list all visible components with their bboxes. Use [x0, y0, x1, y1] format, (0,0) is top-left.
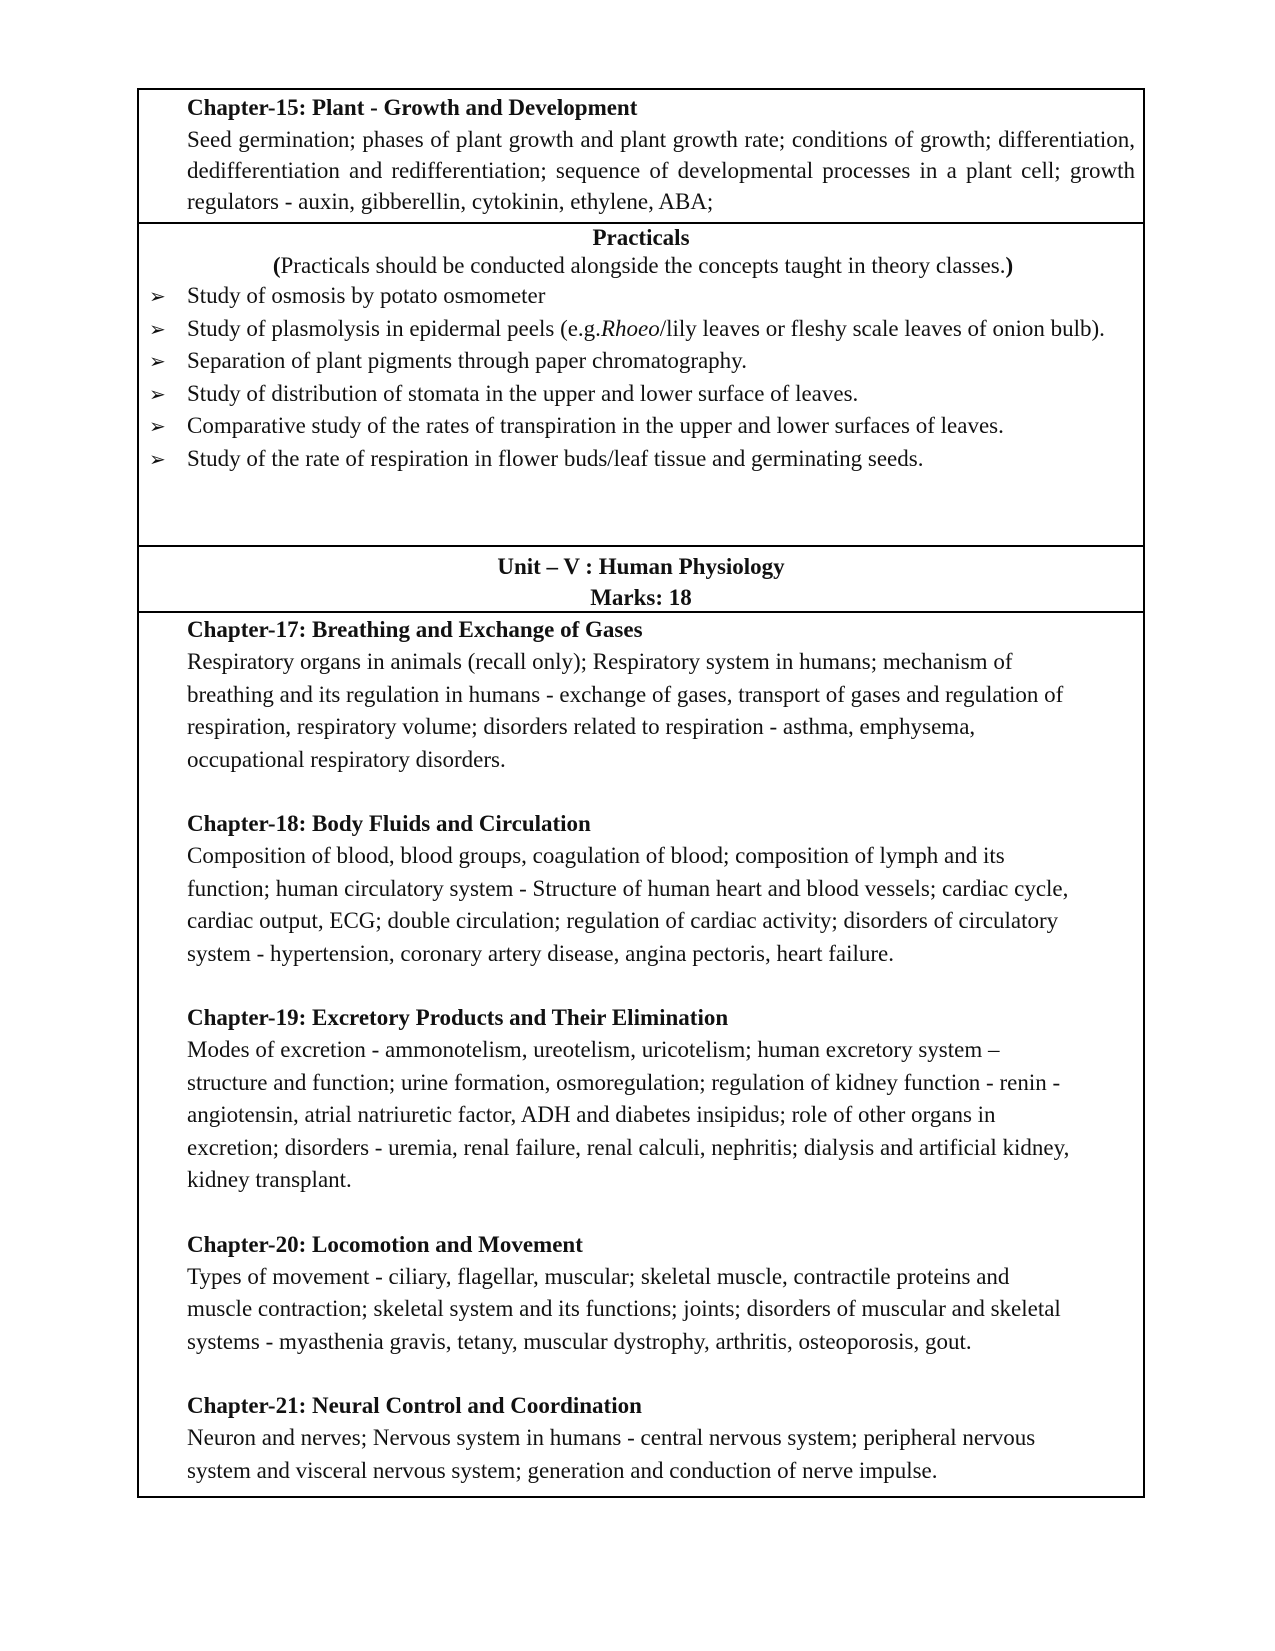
chapter-title: Chapter-19: Excretory Products and Their Elimination — [187, 1005, 729, 1030]
practicals-title: Practicals — [592, 225, 690, 250]
list-item: ➢ Study of plasmolysis in epidermal peels (e.g.Rhoeo/lily leaves or fleshy scale leaves of onion bulb). — [139, 313, 1143, 346]
arrow-bullet-icon: ➢ — [149, 446, 166, 471]
chapter-line: kidney transplant. — [187, 1167, 352, 1192]
practicals-section — [139, 224, 1143, 475]
chapter-line: function; human circulatory system - Structure of human heart and blood vessels; cardiac cycle, — [187, 875, 1069, 901]
unit-title: Unit – V : Human Physiology — [497, 554, 785, 579]
chapter-line: systems - myasthenia gravis, tetany, muscular dystrophy, arthritis, osteoporosis, gout. — [187, 1328, 972, 1354]
species-name: Rhoeo — [600, 315, 660, 341]
chapter-line: muscle contraction; skeletal system and its functions; joints; disorders of muscular and skeletal — [187, 1296, 1061, 1321]
chapter-19 — [139, 1002, 1143, 1197]
list-item: ➢ Study of osmosis by potato osmometer — [139, 280, 1143, 313]
divider — [139, 545, 1143, 547]
practicals-note-open: ( — [272, 253, 281, 278]
chapter-line: excretion; disorders - uremia, renal failure, renal calculi, nephritis; dialysis and artificial kidney, — [187, 1134, 1070, 1160]
chapter-line: Respiratory organs in animals (recall only); Respiratory system in humans; mechanism of — [187, 649, 1013, 674]
list-item: ➢ Separation of plant pigments through paper chromatography. — [139, 345, 1143, 378]
arrow-bullet-icon: ➢ — [149, 414, 166, 438]
chapter-line: structure and function; urine formation, osmoregulation; regulation of kidney function - renin - — [187, 1069, 1061, 1095]
chapter-title: Chapter-21: Neural Control and Coordination — [187, 1393, 642, 1418]
unit-marks: Marks: 18 — [590, 585, 692, 610]
list-item: ➢ Study of distribution of stomata in the upper and lower surface of leaves. — [139, 378, 1143, 411]
arrow-bullet-icon: ➢ — [149, 284, 166, 308]
chapter-line: Types of movement - ciliary, flagellar, muscular; skeletal muscle, contractile proteins and — [187, 1263, 1010, 1289]
chapter-20 — [139, 1229, 1143, 1359]
arrow-bullet-icon: ➢ — [149, 381, 166, 406]
chapter-line: Neuron and nerves; Nervous system in humans - central nervous system; peripheral nervous — [187, 1425, 1036, 1450]
list-item: ➢ Comparative study of the rates of transpiration in the upper and lower surfaces of leaves. — [139, 410, 1143, 443]
chapter-15-title: Chapter-15: Plant - Growth and Development — [187, 95, 638, 120]
chapter-line: breathing and its regulation in humans - exchange of gases, transport of gases and regulation of — [187, 681, 1064, 707]
unit-header — [139, 551, 1143, 613]
list-item: ➢ Study of the rate of respiration in flower buds/leaf tissue and germinating seeds. — [139, 443, 1143, 476]
chapter-title: Chapter-17: Breathing and Exchange of Gases — [187, 617, 643, 642]
chapter-line: occupational respiratory disorders. — [187, 746, 506, 772]
chapter-line: respiration, respiratory volume; disorders related to respiration - asthma, emphysema, — [187, 714, 976, 739]
practicals-note — [139, 252, 1143, 280]
chapter-15-body: Seed germination; phases of plant growth and plant growth rate; conditions of growth; differentiation, dedifferentiation and redifferentiation; sequence of developmental processes in a plant cell; growth regulators - auxin, gibberellin, cytokinin, ethylene, ABA; — [187, 127, 1135, 214]
chapter-title: Chapter-20: Locomotion and Movement — [187, 1231, 583, 1257]
practicals-note-close: ) — [1005, 253, 1014, 278]
chapter-line: Composition of blood, blood groups, coagulation of blood; composition of lymph and its — [187, 843, 1005, 868]
chapter-18 — [139, 808, 1143, 970]
chapter-title: Chapter-18: Body Fluids and Circulation — [187, 811, 591, 836]
arrow-bullet-icon: ➢ — [149, 349, 166, 373]
chapter-15-section — [139, 92, 1143, 217]
practicals-note-text: Practicals should be conducted alongside the concepts taught in theory classes. — [280, 253, 1006, 278]
chapters-section — [139, 614, 1143, 1487]
chapter-17 — [139, 614, 1143, 776]
chapter-line: Modes of excretion - ammonotelism, ureotelism, uricotelism; human excretory system – — [187, 1037, 1000, 1062]
chapter-line: cardiac output, ECG; double circulation; regulation of cardiac activity; disorders of circulatory — [187, 908, 1059, 933]
divider — [139, 611, 1143, 613]
chapter-line: system - hypertension, coronary artery disease, angina pectoris, heart failure. — [187, 940, 894, 966]
syllabus-table — [137, 88, 1145, 1498]
chapter-line: system and visceral nervous system; generation and conduction of nerve impulse. — [187, 1457, 938, 1483]
chapter-21 — [139, 1390, 1143, 1487]
chapter-line: angiotensin, atrial natriuretic factor, ADH and diabetes insipidus; role of other organs in — [187, 1102, 996, 1127]
practicals-list — [139, 280, 1143, 475]
arrow-bullet-icon: ➢ — [149, 316, 166, 341]
